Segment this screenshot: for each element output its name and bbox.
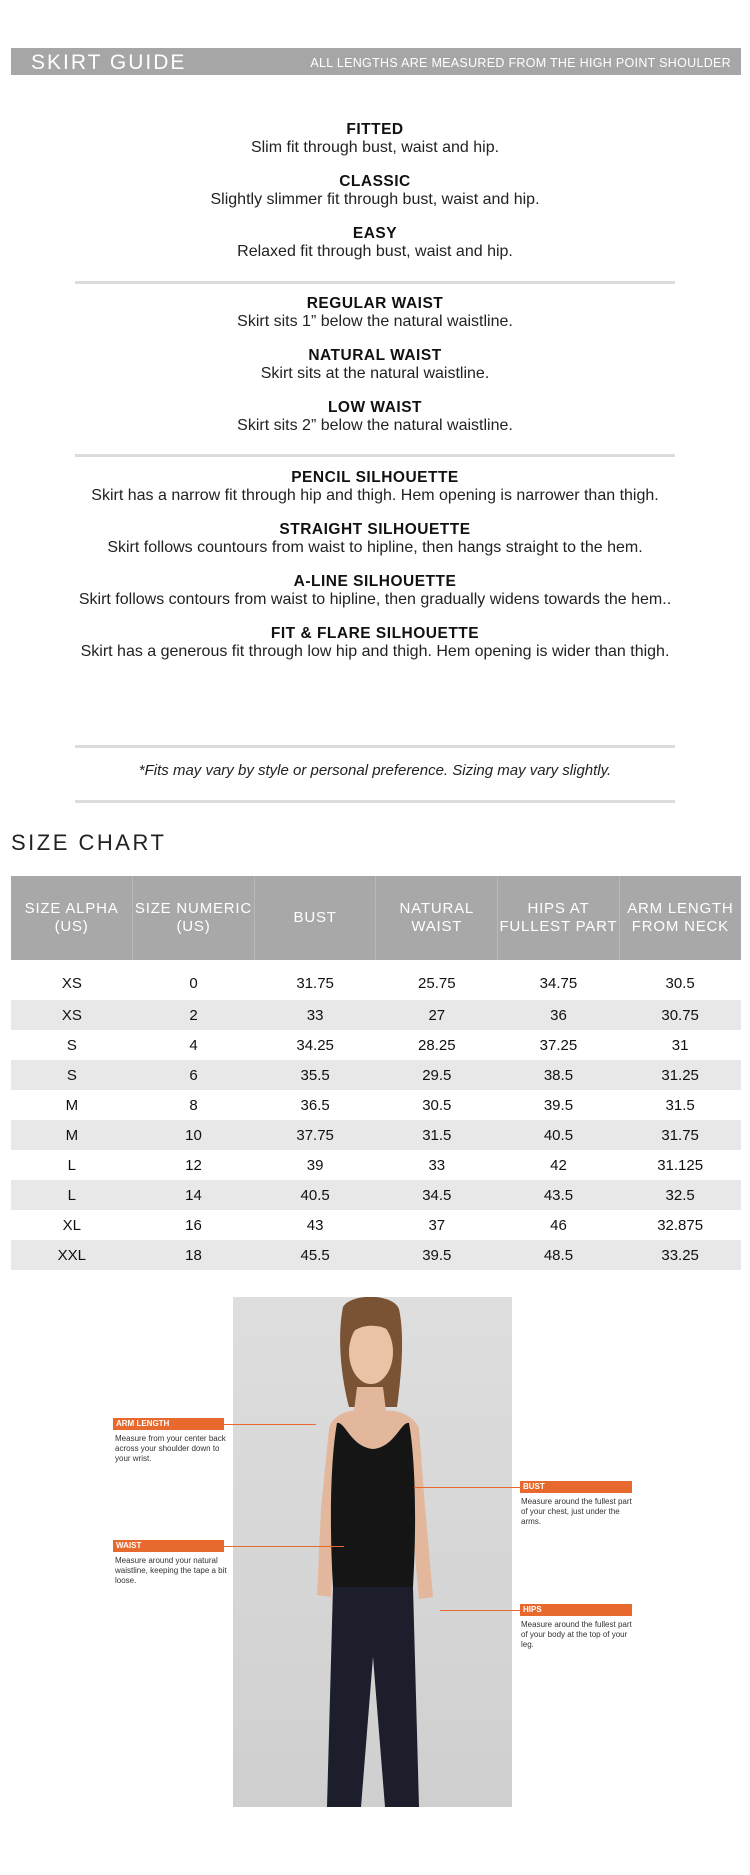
arm-length-cell: 31 xyxy=(671,1036,689,1054)
fit-entry xyxy=(75,225,675,261)
fit-term: FITTED xyxy=(346,121,404,138)
arm-length-cell: 32.875 xyxy=(657,1216,704,1234)
arm-length-cell: 31.25 xyxy=(619,1060,741,1090)
bust-tag: BUST xyxy=(520,1481,632,1493)
size-numeric-cell: 0 xyxy=(189,974,198,992)
silhouette-term: A-LINE SILHOUETTE xyxy=(293,573,457,590)
fit-section xyxy=(75,121,675,277)
hips-line xyxy=(440,1610,520,1611)
size-alpha-cell: M xyxy=(11,1120,133,1150)
hips-cell: 39.5 xyxy=(543,1096,574,1114)
size-numeric-cell: 2 xyxy=(133,1000,255,1030)
arm-length-cell: 30.75 xyxy=(619,1000,741,1030)
fit-entry xyxy=(75,121,675,157)
hips-cell: 36 xyxy=(498,1000,620,1030)
table-row xyxy=(11,1240,741,1270)
size-numeric-cell: 8 xyxy=(189,1096,198,1114)
silhouette-entry xyxy=(75,521,675,557)
bust-cell: 31.75 xyxy=(296,974,334,992)
header-natural-waist: NATURAL WAIST xyxy=(376,876,498,960)
size-alpha-cell: XXL xyxy=(11,1240,133,1270)
bust-cell: 34.25 xyxy=(296,1036,334,1054)
natural-waist-cell: 28.25 xyxy=(418,1036,456,1054)
bust-desc: Measure around the fullest part of your chest, just under the arms. xyxy=(521,1497,632,1526)
table-row xyxy=(11,1030,741,1060)
silhouette-term: PENCIL SILHOUETTE xyxy=(291,469,459,486)
arm-length-cell: 33.25 xyxy=(619,1240,741,1270)
skirt-guide-title: SKIRT GUIDE xyxy=(31,51,187,74)
bust-cell: 35.5 xyxy=(254,1060,376,1090)
hips-cell: 34.75 xyxy=(539,974,578,992)
waist-entry xyxy=(75,295,675,331)
fit-disclaimer: *Fits may vary by style or personal preference. Sizing may vary slightly. xyxy=(138,762,612,779)
bust-line xyxy=(414,1487,520,1488)
size-chart-title: SIZE CHART xyxy=(11,830,167,855)
bust-cell: 40.5 xyxy=(254,1180,376,1210)
skirt-guide-subtitle: ALL LENGTHS ARE MEASURED FROM THE HIGH POINT SHOULDER xyxy=(310,56,731,70)
header-arm-length: ARM LENGTH FROM NECK xyxy=(619,876,741,960)
hips-cell: 42 xyxy=(550,1156,567,1174)
size-alpha-cell: XS xyxy=(61,974,82,992)
size-alpha-cell: S xyxy=(11,1060,133,1090)
hips-cell: 40.5 xyxy=(498,1120,620,1150)
size-chart-header-row xyxy=(11,876,741,960)
silhouette-entry xyxy=(75,573,675,609)
model-photo xyxy=(233,1297,512,1807)
hips-desc: Measure around the fullest part of your body at the top of your leg. xyxy=(521,1620,632,1649)
waist-term: LOW WAIST xyxy=(327,399,423,416)
table-row xyxy=(11,960,741,1000)
waist-desc: Skirt sits at the natural waistline. xyxy=(260,365,490,382)
waist-line xyxy=(224,1546,344,1547)
bust-cell: 45.5 xyxy=(254,1240,376,1270)
waist-entry xyxy=(75,347,675,383)
table-row xyxy=(11,1180,741,1210)
natural-waist-cell: 31.5 xyxy=(376,1120,498,1150)
fit-term: CLASSIC xyxy=(339,173,411,190)
silhouette-entry xyxy=(75,469,675,505)
silhouette-desc: Skirt has a narrow fit through hip and thigh. Hem opening is narrower than thigh. xyxy=(91,487,659,504)
table-row xyxy=(11,1000,741,1030)
silhouette-desc: Skirt has a generous fit through low hip and thigh. Hem opening is wider than thigh. xyxy=(80,643,670,660)
size-numeric-cell: 12 xyxy=(185,1156,202,1174)
bust-cell: 39 xyxy=(306,1156,324,1174)
arm-length-cell: 31.5 xyxy=(665,1096,695,1114)
table-row xyxy=(11,1210,741,1240)
natural-waist-cell: 25.75 xyxy=(418,974,456,992)
table-row xyxy=(11,1150,741,1180)
size-alpha-cell: L xyxy=(67,1156,76,1174)
header-hips: HIPS AT FULLEST PART xyxy=(498,876,620,960)
fit-desc: Slightly slimmer fit through bust, waist and hip. xyxy=(210,191,540,208)
fit-desc: Slim fit through bust, waist and hip. xyxy=(250,139,500,156)
table-row xyxy=(11,1120,741,1150)
size-numeric-cell: 6 xyxy=(133,1060,255,1090)
natural-waist-cell: 29.5 xyxy=(376,1060,498,1090)
skirt-guide-header xyxy=(11,48,741,75)
fit-desc: Relaxed fit through bust, waist and hip. xyxy=(237,243,513,260)
arm-length-cell: 30.5 xyxy=(665,974,695,992)
arm-length-tag: ARM LENGTH xyxy=(113,1418,224,1430)
model-illustration xyxy=(233,1297,512,1807)
silhouette-desc: Skirt follows contours from waist to hipline, then gradually widens towards the hem.. xyxy=(78,591,672,608)
size-alpha-cell: S xyxy=(66,1036,77,1054)
bust-cell: 37.75 xyxy=(254,1120,376,1150)
header-bust: BUST xyxy=(254,876,376,960)
section-divider xyxy=(75,454,675,457)
size-numeric-cell: 16 xyxy=(185,1216,202,1234)
hips-tag: HIPS xyxy=(520,1604,632,1616)
waist-section xyxy=(75,295,675,451)
waist-desc: Skirt sits 1” below the natural waistline. xyxy=(237,313,513,330)
waist-term: NATURAL WAIST xyxy=(308,347,442,364)
waist-desc: Measure around your natural waistline, keeping the tape a bit loose. xyxy=(115,1556,227,1585)
size-numeric-cell: 4 xyxy=(189,1036,198,1054)
silhouette-term: FIT & FLARE SILHOUETTE xyxy=(270,625,480,642)
hips-cell: 48.5 xyxy=(498,1240,620,1270)
size-numeric-cell: 18 xyxy=(133,1240,255,1270)
size-chart-body xyxy=(11,960,741,1270)
hips-cell: 38.5 xyxy=(498,1060,620,1090)
size-numeric-cell: 14 xyxy=(133,1180,255,1210)
header-size-alpha: SIZE ALPHA (US) xyxy=(11,876,133,960)
waist-term: REGULAR WAIST xyxy=(306,295,444,312)
silhouette-entry xyxy=(75,625,675,661)
size-alpha-cell: L xyxy=(11,1180,133,1210)
arm-length-cell: 32.5 xyxy=(619,1180,741,1210)
silhouette-desc: Skirt follows countours from waist to hipline, then hangs straight to the hem. xyxy=(107,539,643,556)
section-divider xyxy=(75,281,675,284)
hips-cell: 37.25 xyxy=(539,1036,578,1054)
arm-length-desc: Measure from your center back across your shoulder down to your wrist. xyxy=(115,1434,226,1463)
silhouette-section xyxy=(75,469,675,677)
size-chart-table xyxy=(11,876,741,1270)
size-alpha-cell: M xyxy=(65,1096,79,1114)
natural-waist-cell: 30.5 xyxy=(422,1096,452,1114)
bust-cell: 33 xyxy=(254,1000,376,1030)
fit-term: EASY xyxy=(352,225,398,242)
section-divider xyxy=(75,800,675,803)
fit-entry xyxy=(75,173,675,209)
header-size-numeric: SIZE NUMERIC (US) xyxy=(133,876,255,960)
natural-waist-cell: 33 xyxy=(428,1156,446,1174)
hips-cell: 43.5 xyxy=(498,1180,620,1210)
natural-waist-cell: 37 xyxy=(428,1216,446,1234)
silhouette-term: STRAIGHT SILHOUETTE xyxy=(279,521,471,538)
waist-entry xyxy=(75,399,675,435)
table-row xyxy=(11,1060,741,1090)
size-numeric-cell: 10 xyxy=(133,1120,255,1150)
bust-cell: 36.5 xyxy=(300,1096,330,1114)
arm-length-cell: 31.75 xyxy=(619,1120,741,1150)
arm-length-line xyxy=(224,1424,316,1425)
size-alpha-cell: XL xyxy=(62,1216,81,1234)
section-divider xyxy=(75,745,675,748)
hips-cell: 46 xyxy=(550,1216,567,1234)
bust-cell: 43 xyxy=(306,1216,324,1234)
waist-desc: Skirt sits 2” below the natural waistline. xyxy=(237,417,513,434)
natural-waist-cell: 39.5 xyxy=(376,1240,498,1270)
natural-waist-cell: 34.5 xyxy=(376,1180,498,1210)
natural-waist-cell: 27 xyxy=(376,1000,498,1030)
arm-length-cell: 31.125 xyxy=(657,1156,704,1174)
table-row xyxy=(11,1090,741,1120)
waist-tag: WAIST xyxy=(113,1540,224,1552)
size-alpha-cell: XS xyxy=(11,1000,133,1030)
